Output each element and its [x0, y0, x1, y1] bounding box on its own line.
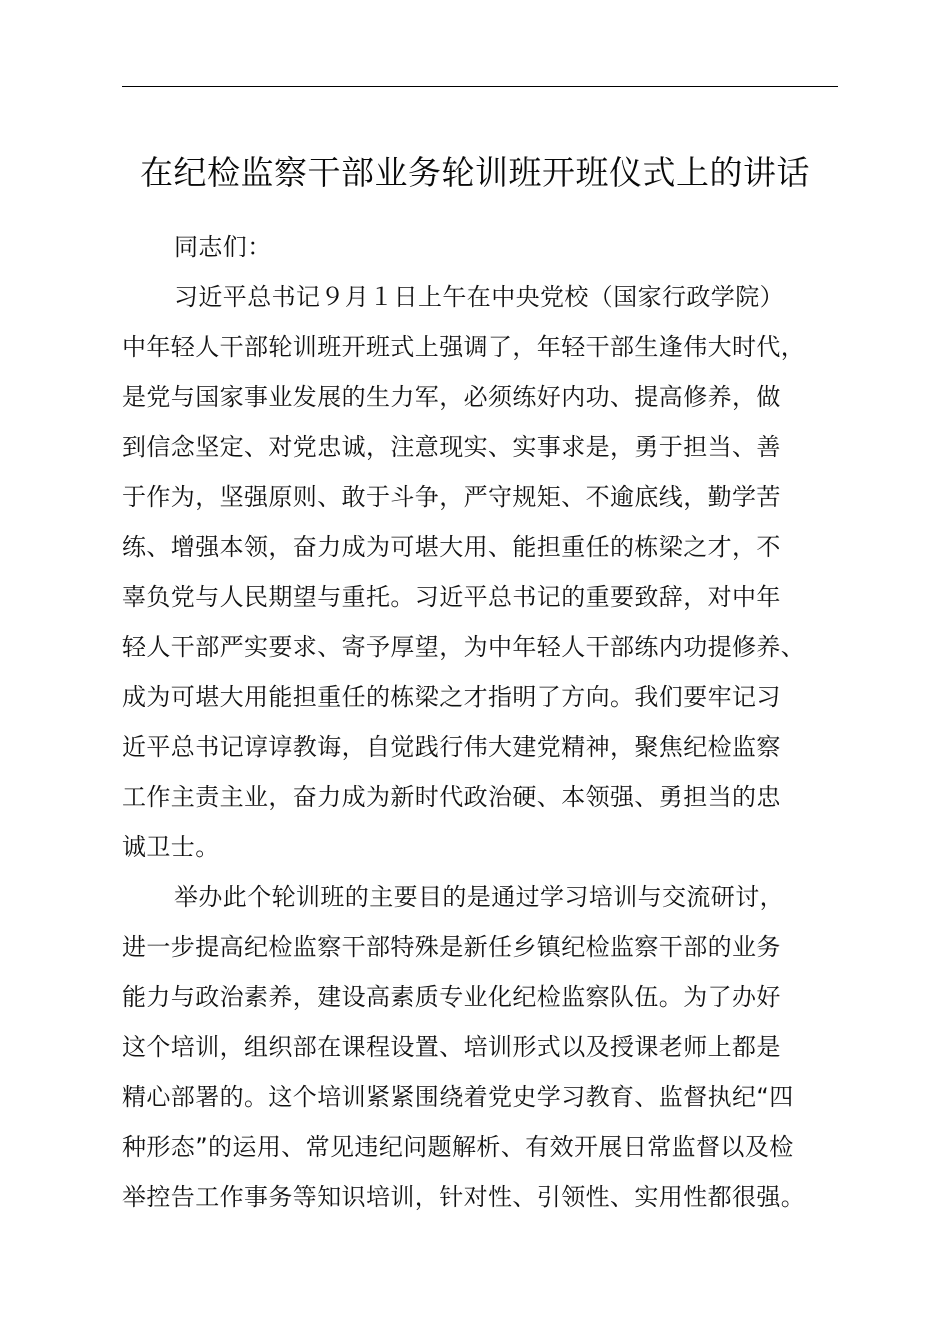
paragraph-2-line: 精心部署的。这个培训紧紧围绕着党史学习教育、监督执纪“四	[122, 1083, 794, 1111]
paragraph-2-line: 举办此个轮训班的主要目的是通过学习培训与交流研讨，	[174, 883, 784, 911]
paragraph-1-line: 是党与国家事业发展的生力军，必须练好内功、提高修养，做	[122, 383, 781, 411]
paragraph-1-line: 到信念坚定、对党忠诚，注意现实、实事求是，勇于担当、善	[122, 433, 781, 461]
paragraph-2-line: 能力与政治素养，建设高素质专业化纪检监察队伍。为了办好	[122, 983, 781, 1011]
paragraph-2-line: 种形态”的运用、常见违纪问题解析、有效开展日常监督以及检	[122, 1133, 794, 1161]
salutation: 同志们：	[174, 233, 272, 261]
paragraph-2-line: 这个培训，组织部在课程设置、培训形式以及授课老师上都是	[122, 1033, 781, 1061]
paragraph-1-line: 习近平总书记９月１日上午在中央党校（国家行政学院）	[174, 283, 784, 311]
paragraph-1-line: 中年轻人干部轮训班开班式上强调了，年轻干部生逢伟大时代，	[122, 333, 806, 361]
paragraph-1-line: 诚卫士。	[122, 833, 220, 861]
paragraph-1-line: 成为可堪大用能担重任的栋梁之才指明了方向。我们要牢记习	[122, 683, 781, 711]
paragraph-1-line: 辜负党与人民期望与重托。习近平总书记的重要致辞，对中年	[122, 583, 781, 611]
header-rule	[122, 86, 838, 87]
paragraph-1-line: 工作主责主业，奋力成为新时代政治硬、本领强、勇担当的忠	[122, 783, 781, 811]
paragraph-1-line: 轻人干部严实要求、寄予厚望，为中年轻人干部练内功提修养、	[122, 633, 806, 661]
document-title: 在纪检监察干部业务轮训班开班仪式上的讲话	[140, 153, 810, 192]
paragraph-2-line: 举控告工作事务等知识培训，针对性、引领性、实用性都很强。	[122, 1183, 806, 1211]
paragraph-1-line: 近平总书记谆谆教诲，自觉践行伟大建党精神，聚焦纪检监察	[122, 733, 781, 761]
paragraph-1-line: 练、增强本领，奋力成为可堪大用、能担重任的栋梁之才，不	[122, 533, 781, 561]
paragraph-1-line: 于作为，坚强原则、敢于斗争，严守规矩、不逾底线，勤学苦	[122, 483, 781, 511]
document-body	[122, 222, 842, 1222]
paragraph-2-line: 进一步提高纪检监察干部特殊是新任乡镇纪检监察干部的业务	[122, 933, 781, 961]
